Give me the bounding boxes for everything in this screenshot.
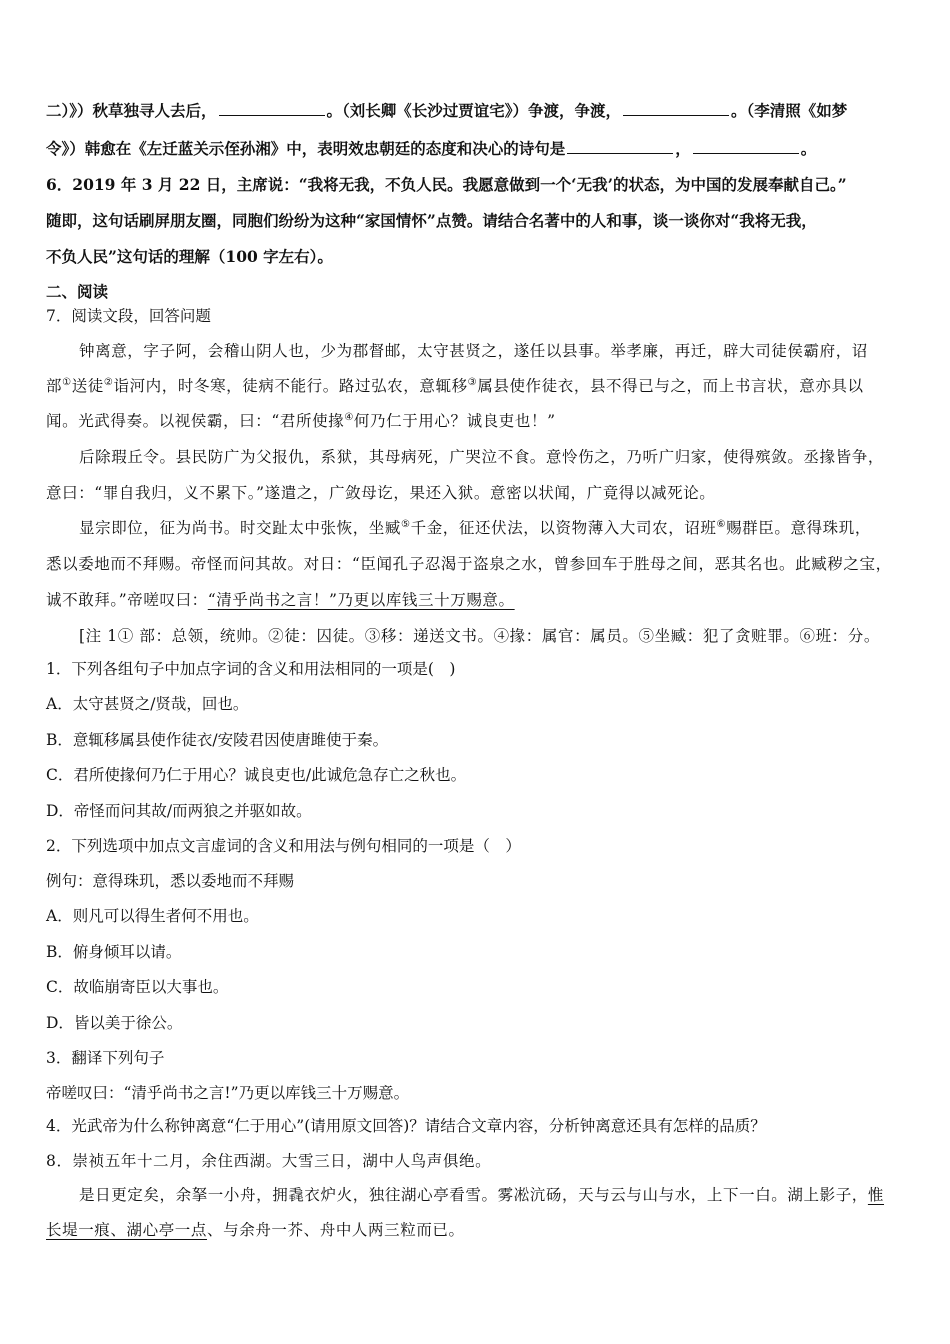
q6-line-1: 6．2019 年 3 月 22 日，主席说：“我将无我，不负人民。我愿意做到一个‘无我’的状态，为中国的发展奉献自己。” [46,175,847,194]
footnote-marker: ③ [467,376,478,388]
q1-option-a[interactable]: A．太守甚贤之/贤哉，回也。 [46,695,249,713]
fill-in-text: 。（刘长卿《长沙过贾谊宅》）争渡，争渡， [326,101,622,120]
q2-option-d[interactable]: D．皆以美于徐公。 [46,1014,183,1032]
q2-example: 例句：意得珠玑，悉以委地而不拜赐 [46,872,295,890]
passage-text: 诚不敢拜。”帝嗟叹曰： [46,591,208,609]
footnote-marker: ④ [344,411,354,423]
footnote-marker: ⑥ [716,518,727,530]
question-1: 1．下列各组句子中加点字词的含义和用法相同的一项是( ) [46,660,456,678]
fill-in-text: 二）》）秋草独寻人去后， [46,101,217,120]
q6-line-2: 随即，这句话刷屏朋友圈，同胞们纷纷为这种“家国情怀”点赞。请结合名著中的人和事，谈一谈你对“我将无我， [46,211,817,230]
passage-p2-line-1: 后除瑕丘令。县民防广为父报仇，系狱，其母病死，广哭泣不食。意怜伤之，乃听广归家，使得殡敛。丞掾皆争， [79,448,885,466]
section-heading: 二、阅读 [46,282,109,301]
passage-p3-line-3 [46,589,515,611]
q2-option-a[interactable]: A．则凡可以得生者何不用也。 [46,907,259,925]
q7-title: 7．阅读文段，回答问题 [46,307,211,325]
q1-option-c[interactable]: C．君所使掾何乃仁于用心？诚良吏也/此诚危急存亡之秋也。 [46,766,467,784]
q2-option-c[interactable]: C．故临崩寄臣以大事也。 [46,978,229,996]
answer-blank[interactable] [219,101,325,116]
passage-p1-line-1: 钟离意，字子阿，会稽山阴人也，少为郡督邮，太守甚贤之，遂任以县事。举孝廉，再迁，辟大司徒侯霸府，诏 [79,342,868,360]
q8-line-2 [79,1184,884,1206]
q2-option-b[interactable]: B．俯身倾耳以请。 [46,943,182,961]
question-3: 3．翻译下列句子 [46,1049,165,1067]
q8-line-3 [46,1219,465,1241]
passage-text: 属县使作徒衣，县不得已与之，而上书言状，意亦具以 [477,377,864,395]
q1-option-d[interactable]: D．帝怪而问其故/而两狼之并驱如故。 [46,802,312,820]
q1-option-b[interactable]: B．意辄移属县使作徒衣/安陵君因使唐雎使于秦。 [46,731,389,749]
answer-blank[interactable] [623,101,729,116]
passage-text: 赐群臣。意得珠玑， [726,519,871,537]
q3-sentence: 帝嗟叹曰：“清乎尚书之言!”乃更以库钱三十万赐意。 [46,1084,410,1102]
answer-blank[interactable] [567,139,673,154]
fill-in-text: 令》）韩愈在《左迁蓝关示侄孙湘》中，表明效忠朝廷的态度和决心的诗句是 [46,139,566,158]
fill-in-line-2 [46,138,816,160]
fill-in-line-1 [46,100,847,122]
footnote-marker: ① [62,376,72,388]
question-2: 2．下列选项中加点文言虚词的含义和用法与例句相同的一项是（ ） [46,837,521,855]
passage-p1-line-2 [46,375,864,397]
passage-text: 显宗即位，征为尚书。时交趾太中张恢，坐臧 [79,519,402,537]
underlined-phrase: 惟 [867,1186,885,1204]
passage-text: 千金，征还伏法，以资物薄入大司农，诏班 [410,519,717,537]
underlined-phrase: 长堤一痕、湖心亭一点 [46,1221,208,1239]
passage-text: 、与余舟一芥、舟中人两三粒而已。 [207,1221,465,1239]
fill-in-text: 。 [800,139,817,158]
passage-text: 是日更定矣，余拏一小舟，拥毳衣炉火，独往湖心亭看雪。雾凇沆砀，天与云与山与水，上下一白。湖上影子， [79,1186,868,1204]
q6-line-3: 不负人民”这句话的理解（100 字左右）。 [46,247,333,266]
q8-line-1: 8．崇祯五年十二月，余住西湖。大雪三日，湖中人鸟声俱绝。 [46,1152,492,1170]
passage-p2-line-2: 意曰：“罪自我归，义不累下。”遂遣之，广敛母讫，果还入狱。意密以状闻，广竟得以减死论。 [46,484,716,502]
underlined-sentence: “清乎尚书之言！”乃更以库钱三十万赐意。 [207,591,515,609]
answer-blank[interactable] [693,139,799,154]
passage-text: 部 [46,377,63,395]
footnote-marker: ⑤ [401,518,411,530]
passage-p3-line-2: 悉以委地而不拜赐。帝怪而问其故。对日：“臣闻孔子忍渴于盗泉之水，曾参回车于胜母之间，恶其名也。此臧秽之宝， [46,555,892,573]
question-4: 4．光武帝为什么称钟离意“仁于用心”(请用原文回答)？请结合文章内容，分析钟离意还具有怎样的品质？ [46,1117,766,1135]
footnotes: [注 1① 部：总领，统帅。②徒：囚徒。③移：递送文书。④掾：属官：属员。⑤坐臧：犯了贪赃罪。⑥班：分。 [79,627,880,645]
passage-text: 送徒 [71,377,104,395]
passage-text: 闻。光武得奏。以视侯霸，曰：“君所使掾 [46,412,345,430]
passage-p1-line-3 [46,410,556,432]
passage-text: 何乃仁于用心？诚良吏也！” [353,412,556,430]
fill-in-text: ， [675,139,691,158]
fill-in-text: 。（李清照《如梦 [731,101,848,120]
passage-text: 诣河内，时冬寒，徒病不能行。路过弘农，意辄移 [113,377,468,395]
passage-p3-line-1 [79,517,871,539]
footnote-marker: ② [103,376,114,388]
